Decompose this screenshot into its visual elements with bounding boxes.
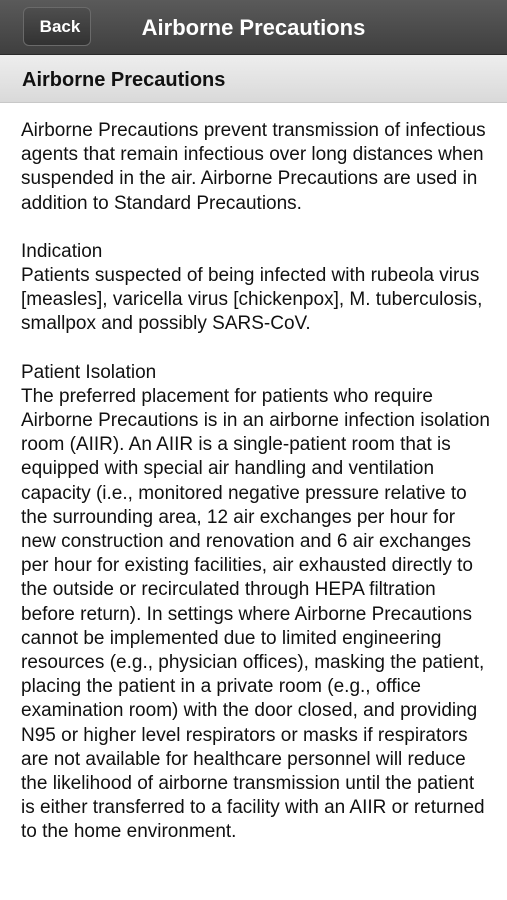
navigation-bar bbox=[0, 0, 507, 55]
content-body bbox=[21, 119, 491, 869]
indication-paragraph: Patients suspected of being infected with rubeola virus [measles], varicella virus [chickenpox], M. tuberculosis, smallpox and possibly SARS-CoV. bbox=[21, 265, 483, 335]
section-header bbox=[0, 55, 507, 103]
page-title: Airborne Precautions bbox=[141, 15, 366, 40]
isolation-heading: Patient Isolation bbox=[21, 361, 157, 383]
indication-heading: Indication bbox=[21, 240, 103, 262]
intro-paragraph: Airborne Precautions prevent transmission of infectious agents that remain infectious over long distances when suspended in the air. Airborne Precautions are used in addition to Standard Precautions. bbox=[21, 120, 486, 214]
section-title: Airborne Precautions bbox=[22, 69, 226, 91]
back-button[interactable]: Back bbox=[23, 7, 91, 46]
isolation-paragraph: The preferred placement for patients who require Airborne Precautions is in an airborne infection isolation room (AIIR). An AIIR is a single-patient room that is equipped with special air handling and ventilation capacity (i.e., monitored negative pressure relative to the surrounding area, 12 air exchanges per hour for new construction and renovation and 6 air exchanges per hour for existing facilities, air exhausted directly to the outside or recirculated through HEPA filtration before return). In settings where Airborne Precautions cannot be implemented due to limited engineering resources (e.g., physician offices), masking the patient, placing the patient in a private room (e.g., office examination room) with the door closed, and providing N95 or higher level respirators or masks if respirators are not available for healthcare personnel will reduce the likelihood of airborne transmission until the patient is either transferred to a facility with an AIIR or returned to the home environment. bbox=[21, 385, 490, 843]
